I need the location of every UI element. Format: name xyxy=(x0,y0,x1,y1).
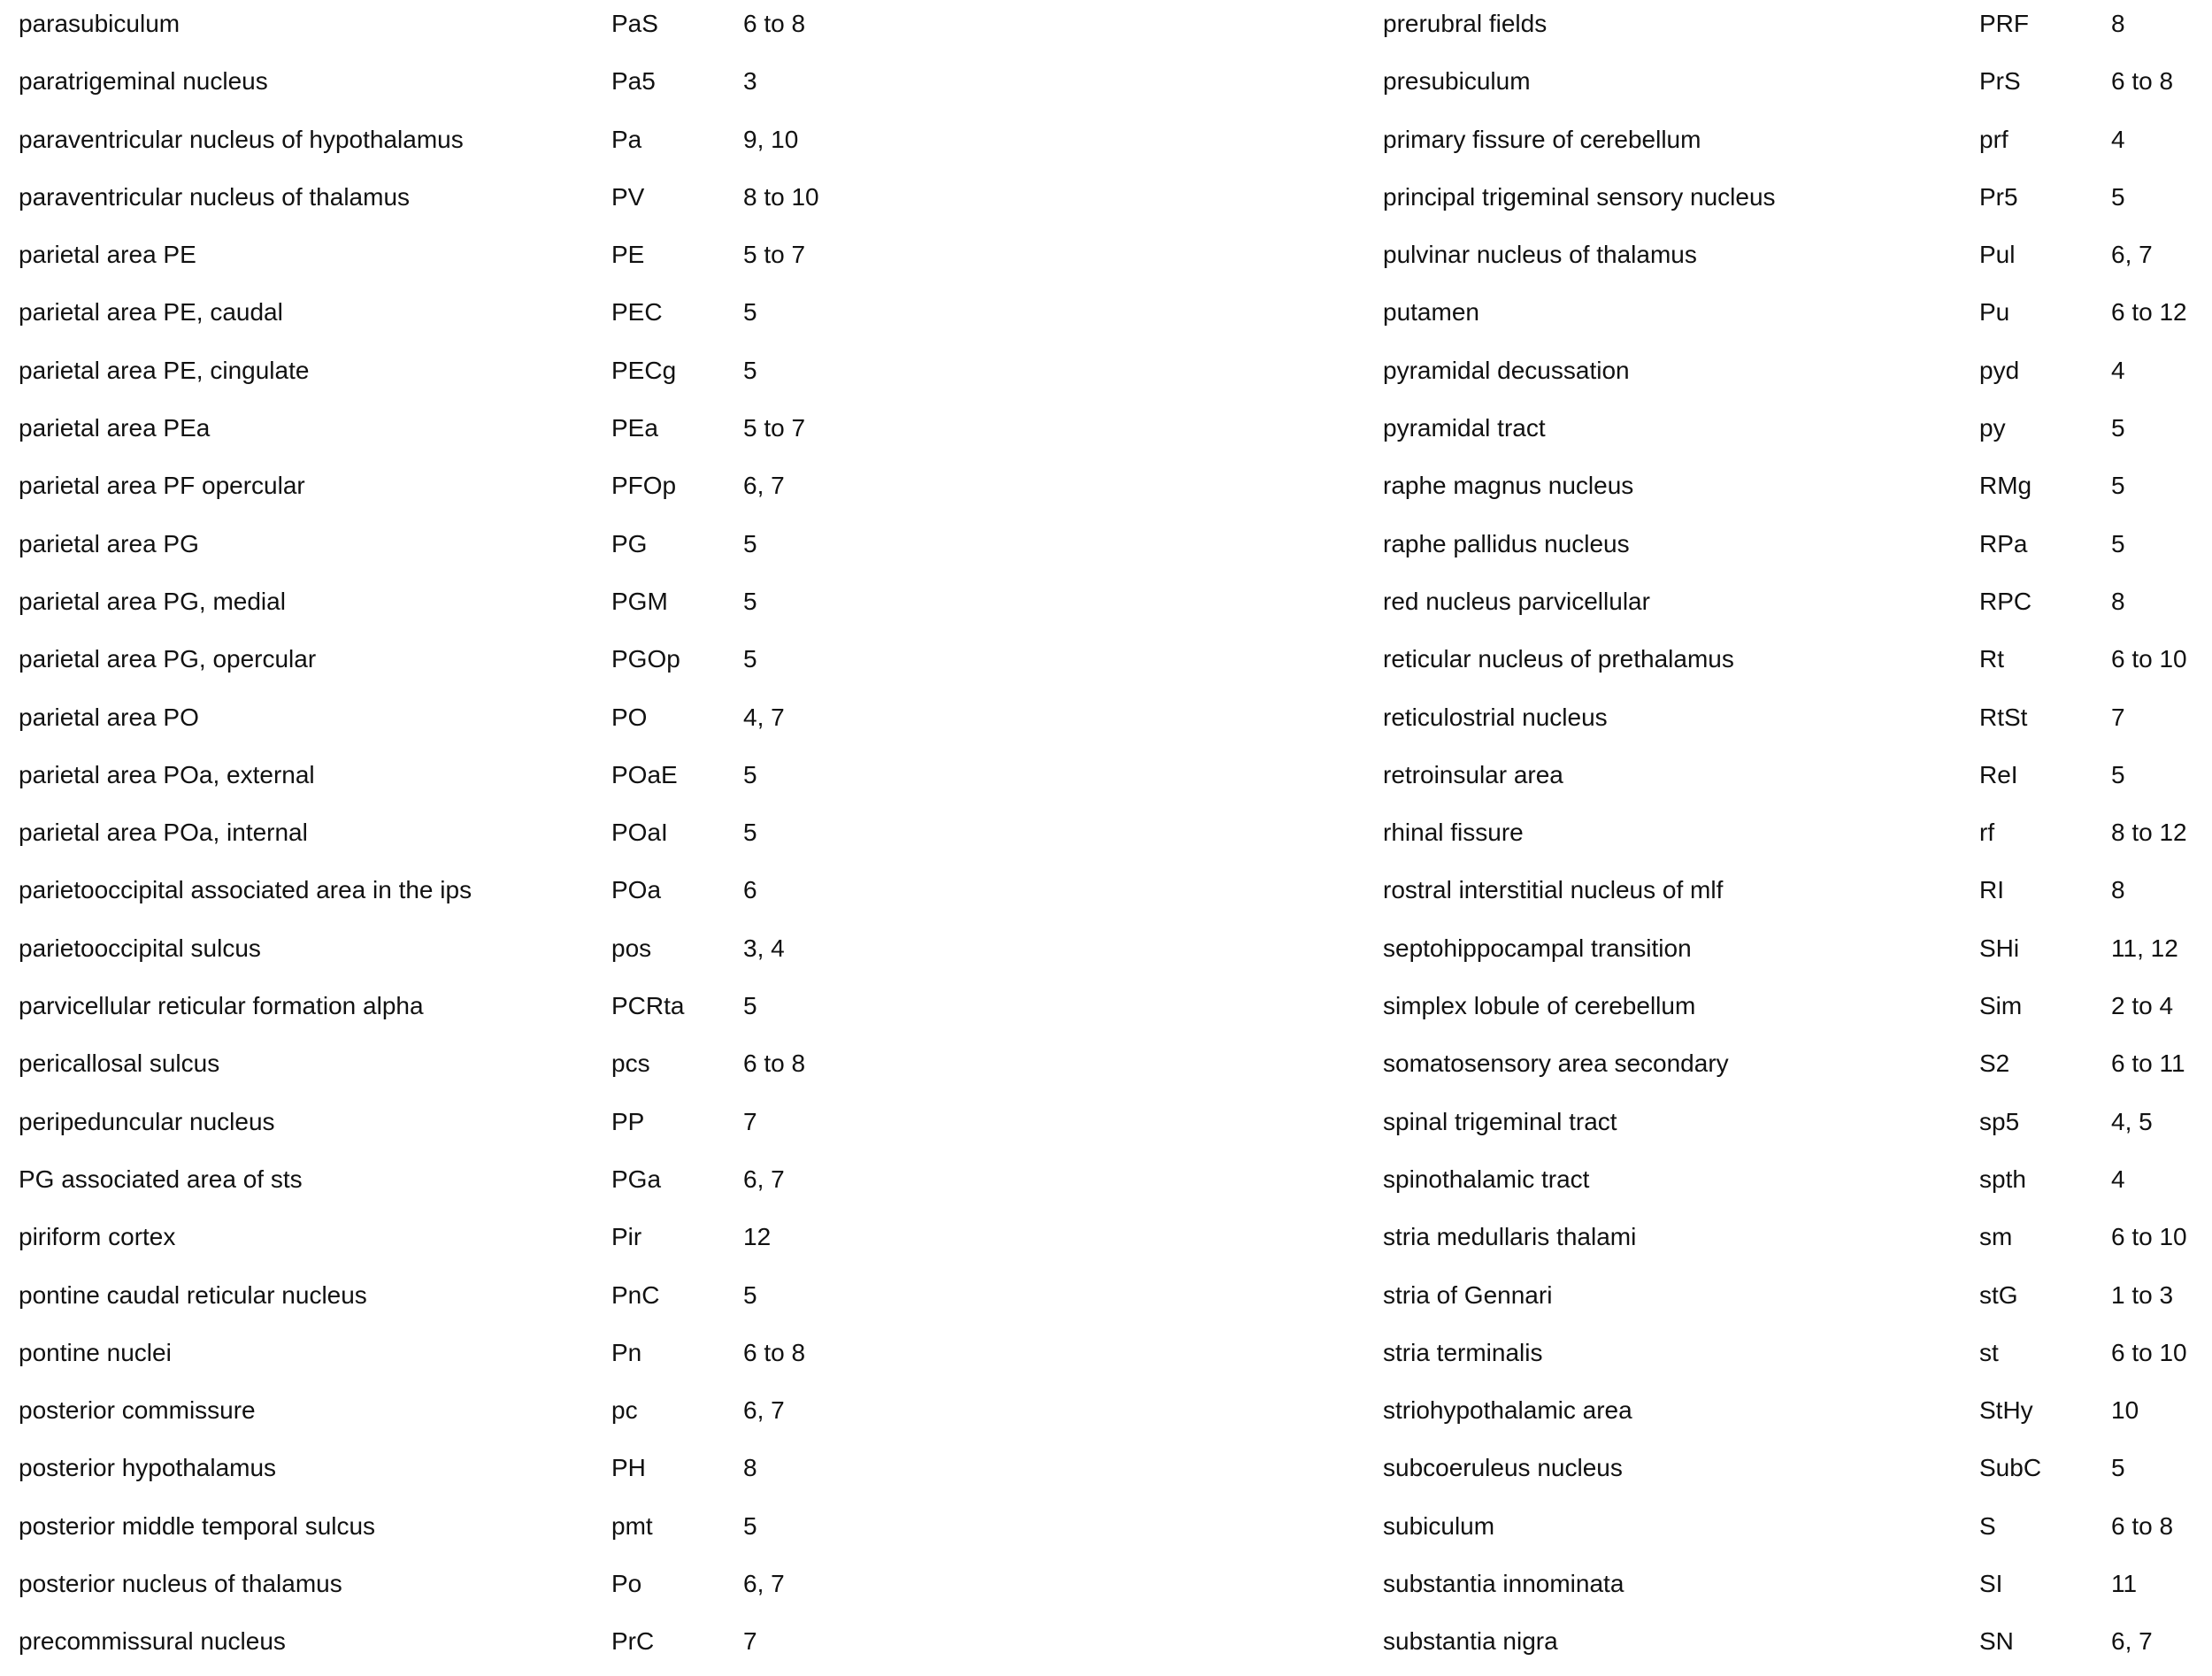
figure-reference: 8 xyxy=(2111,10,2125,37)
table-row xyxy=(0,694,1106,751)
table-row xyxy=(1383,231,2212,288)
structure-name: paraventricular nucleus of hypothalamus xyxy=(19,125,464,153)
figure-reference: 5 xyxy=(743,1280,757,1309)
structure-name: rhinal fissure xyxy=(1383,819,1524,847)
abbreviation: pc xyxy=(611,1396,638,1425)
figure-reference: 5 xyxy=(2111,760,2125,788)
table-row xyxy=(0,231,1106,288)
figure-reference: 5 xyxy=(743,529,757,557)
table-row xyxy=(0,578,1106,635)
figure-reference: 4, 7 xyxy=(743,703,785,731)
figure-reference: 8 xyxy=(2111,587,2125,615)
figure-reference: 5 xyxy=(2111,1454,2125,1482)
figure-reference: 2 to 4 xyxy=(2111,992,2174,1020)
structure-name: primary fissure of cerebellum xyxy=(1383,125,1701,153)
abbreviation: PEa xyxy=(611,414,658,442)
table-row xyxy=(0,173,1106,231)
abbreviation: sp5 xyxy=(1979,1107,2020,1135)
figure-reference: 6, 7 xyxy=(2111,241,2153,269)
figure-reference: 6, 7 xyxy=(743,1570,785,1598)
abbreviation: spth xyxy=(1979,1165,2026,1193)
structure-name: peripeduncular nucleus xyxy=(19,1107,275,1135)
abbreviation: Po xyxy=(611,1570,642,1598)
table-row xyxy=(1383,866,2212,924)
table-row xyxy=(0,1272,1106,1329)
abbreviation: PrC xyxy=(611,1627,655,1656)
abbreviation: pyd xyxy=(1979,356,2020,384)
figure-reference: 6 xyxy=(743,876,757,904)
table-row xyxy=(1383,578,2212,635)
table-row xyxy=(1383,809,2212,866)
structure-name: parietal area PEa xyxy=(19,414,211,442)
table-row xyxy=(1383,751,2212,809)
table-row xyxy=(0,1329,1106,1387)
figure-reference: 5 xyxy=(743,1511,757,1540)
figure-reference: 5 xyxy=(743,992,757,1020)
figure-reference: 5 xyxy=(2111,414,2125,442)
abbreviation: PRF xyxy=(1979,10,2029,37)
abbreviation: PGOp xyxy=(611,645,680,673)
structure-name: raphe magnus nucleus xyxy=(1383,472,1634,500)
figure-reference: 6 to 10 xyxy=(2111,1223,2187,1251)
abbreviation: prf xyxy=(1979,125,2008,153)
structure-name: parietal area PF opercular xyxy=(19,472,305,500)
structure-name: pontine nuclei xyxy=(19,1338,172,1366)
table-row xyxy=(1383,462,2212,519)
structure-name: parietal area PO xyxy=(19,703,199,731)
abbreviation: PECg xyxy=(611,356,677,384)
abbreviation: PV xyxy=(611,182,645,211)
table-row xyxy=(0,520,1106,578)
abbreviation: PO xyxy=(611,703,648,731)
table-row xyxy=(0,1618,1106,1675)
abbreviation: PG xyxy=(611,529,648,557)
table-row xyxy=(1383,1272,2212,1329)
structure-name: raphe pallidus nucleus xyxy=(1383,529,1630,557)
structure-name: subiculum xyxy=(1383,1511,1495,1540)
abbreviation: PEC xyxy=(611,298,663,327)
table-row xyxy=(1383,173,2212,231)
figure-reference: 7 xyxy=(743,1107,757,1135)
table-row xyxy=(0,982,1106,1040)
figure-reference: 7 xyxy=(2111,703,2125,731)
table-row xyxy=(0,635,1106,693)
abbreviation: S xyxy=(1979,1511,1996,1540)
structure-name: parietooccipital sulcus xyxy=(19,934,261,962)
table-row xyxy=(0,809,1106,866)
figure-reference: 5 xyxy=(743,819,757,847)
figure-reference: 5 xyxy=(743,645,757,673)
abbreviation: PCRta xyxy=(611,992,685,1020)
abbreviation: Pn xyxy=(611,1338,642,1366)
table-row xyxy=(1383,1503,2212,1560)
structure-name: pyramidal decussation xyxy=(1383,356,1630,384)
table-row xyxy=(0,1213,1106,1271)
figure-reference: 6 to 11 xyxy=(2111,1049,2185,1078)
structure-name: posterior nucleus of thalamus xyxy=(19,1570,342,1598)
figure-reference: 6 to 10 xyxy=(2111,645,2187,673)
figure-reference: 5 xyxy=(743,298,757,327)
table-row xyxy=(0,1156,1106,1213)
right-column-table xyxy=(1383,0,2212,1676)
table-row xyxy=(1383,1213,2212,1271)
structure-name: posterior middle temporal sulcus xyxy=(19,1511,376,1540)
figure-reference: 5 xyxy=(2111,472,2125,500)
structure-name: pyramidal tract xyxy=(1383,414,1546,442)
structure-name: retroinsular area xyxy=(1383,760,1563,788)
abbreviation: Pa5 xyxy=(611,67,656,96)
figure-reference: 5 to 7 xyxy=(743,414,806,442)
abbreviation: Pr5 xyxy=(1979,182,2018,211)
table-row xyxy=(1383,288,2212,346)
structure-name: prerubral fields xyxy=(1383,10,1548,37)
structure-name: putamen xyxy=(1383,298,1479,327)
table-row xyxy=(0,866,1106,924)
abbreviation: SHi xyxy=(1979,934,2020,962)
abbreviation: rf xyxy=(1979,819,1995,847)
figure-reference: 6, 7 xyxy=(743,1165,785,1193)
abbreviation: StHy xyxy=(1979,1396,2033,1425)
table-row xyxy=(0,1040,1106,1097)
abbreviation: POa xyxy=(611,876,662,904)
structure-name: principal trigeminal sensory nucleus xyxy=(1383,182,1776,211)
table-row xyxy=(0,116,1106,173)
figure-reference: 4 xyxy=(2111,356,2125,384)
abbreviation: Pu xyxy=(1979,298,2010,327)
table-row xyxy=(0,751,1106,809)
structure-name: simplex lobule of cerebellum xyxy=(1383,992,1696,1020)
abbreviation: RPa xyxy=(1979,529,2028,557)
abbreviation: st xyxy=(1979,1338,1999,1366)
table-row xyxy=(1383,116,2212,173)
figure-reference: 8 xyxy=(743,1454,757,1482)
abbreviation: POaE xyxy=(611,760,678,788)
figure-reference: 5 xyxy=(2111,529,2125,557)
figure-reference: 8 xyxy=(2111,876,2125,904)
abbreviation: RtSt xyxy=(1979,703,2028,731)
abbreviation: Pa xyxy=(611,125,642,153)
structure-name: striohypothalamic area xyxy=(1383,1396,1632,1425)
table-row xyxy=(1383,1098,2212,1156)
figure-reference: 5 xyxy=(743,587,757,615)
structure-name: parietal area PE, caudal xyxy=(19,298,283,327)
abbreviation: pmt xyxy=(611,1511,653,1540)
abbreviation: pcs xyxy=(611,1049,650,1078)
abbreviation: Pul xyxy=(1979,241,2016,269)
table-row xyxy=(1383,635,2212,693)
figure-reference: 8 to 10 xyxy=(743,182,819,211)
figure-reference: 6, 7 xyxy=(2111,1627,2153,1656)
table-row xyxy=(0,347,1106,404)
table-row xyxy=(0,1387,1106,1444)
table-row xyxy=(1383,1040,2212,1097)
structure-name: parvicellular reticular formation alpha xyxy=(19,992,424,1020)
structure-name: parietal area PE xyxy=(19,241,196,269)
figure-reference: 12 xyxy=(743,1223,772,1251)
abbreviation: PnC xyxy=(611,1280,660,1309)
figure-reference: 6 to 8 xyxy=(743,10,806,37)
table-row xyxy=(0,58,1106,115)
structure-name: presubiculum xyxy=(1383,67,1531,96)
structure-name: paratrigeminal nucleus xyxy=(19,67,268,96)
figure-reference: 4 xyxy=(2111,1165,2125,1193)
figure-reference: 3, 4 xyxy=(743,934,785,962)
figure-reference: 5 xyxy=(2111,182,2125,211)
table-row xyxy=(1383,1156,2212,1213)
figure-reference: 6 to 12 xyxy=(2111,298,2187,327)
structure-name: pericallosal sulcus xyxy=(19,1049,220,1078)
abbreviation: SN xyxy=(1979,1627,2014,1656)
abbreviation: Pir xyxy=(611,1223,642,1251)
structure-name: parietal area PE, cingulate xyxy=(19,356,310,384)
structure-name: parasubiculum xyxy=(19,10,180,37)
structure-name: piriform cortex xyxy=(19,1223,176,1251)
structure-name: reticular nucleus of prethalamus xyxy=(1383,645,1734,673)
table-row xyxy=(1383,58,2212,115)
structure-name: posterior commissure xyxy=(19,1396,256,1425)
structure-name: somatosensory area secondary xyxy=(1383,1049,1729,1078)
table-row xyxy=(1383,982,2212,1040)
structure-name: spinal trigeminal tract xyxy=(1383,1107,1617,1135)
abbreviation: RI xyxy=(1979,876,2004,904)
abbreviation: RMg xyxy=(1979,472,2032,500)
structure-name: pontine caudal reticular nucleus xyxy=(19,1280,367,1309)
table-row xyxy=(1383,1444,2212,1502)
table-row xyxy=(1383,925,2212,982)
figure-reference: 11 xyxy=(2111,1570,2138,1598)
figure-reference: 6 to 8 xyxy=(2111,1511,2174,1540)
figure-reference: 6, 7 xyxy=(743,472,785,500)
structure-name: stria of Gennari xyxy=(1383,1280,1553,1309)
abbreviation: PGa xyxy=(611,1165,662,1193)
table-row xyxy=(1383,1329,2212,1387)
figure-reference: 5 to 7 xyxy=(743,241,806,269)
abbreviation: PH xyxy=(611,1454,646,1482)
structure-name: precommissural nucleus xyxy=(19,1627,286,1656)
table-row xyxy=(1383,347,2212,404)
figure-reference: 6 to 8 xyxy=(743,1049,806,1078)
figure-reference: 6 to 10 xyxy=(2111,1338,2187,1366)
abbreviation: sm xyxy=(1979,1223,2013,1251)
table-row xyxy=(0,0,1106,58)
table-row xyxy=(1383,1560,2212,1618)
abbreviation: PE xyxy=(611,241,645,269)
table-row xyxy=(0,1444,1106,1502)
abbreviation: pos xyxy=(611,934,652,962)
figure-reference: 6, 7 xyxy=(743,1396,785,1425)
structure-name: parietal area PG, medial xyxy=(19,587,286,615)
figure-reference: 7 xyxy=(743,1627,757,1656)
table-row xyxy=(1383,1387,2212,1444)
structure-name: subcoeruleus nucleus xyxy=(1383,1454,1623,1482)
table-row xyxy=(1383,404,2212,462)
structure-name: parietal area POa, external xyxy=(19,760,315,788)
table-row xyxy=(1383,0,2212,58)
table-row xyxy=(1383,1618,2212,1675)
abbreviation: py xyxy=(1979,414,2006,442)
abbreviation: stG xyxy=(1979,1280,2018,1309)
structure-name: stria terminalis xyxy=(1383,1338,1543,1366)
table-row xyxy=(0,1503,1106,1560)
structure-name: parietal area POa, internal xyxy=(19,819,308,847)
table-row xyxy=(0,1560,1106,1618)
figure-reference: 4, 5 xyxy=(2111,1107,2153,1135)
figure-reference: 6 to 8 xyxy=(743,1338,806,1366)
figure-reference: 1 to 3 xyxy=(2111,1280,2174,1309)
structure-name: stria medullaris thalami xyxy=(1383,1223,1637,1251)
table-row xyxy=(0,1098,1106,1156)
figure-reference: 9, 10 xyxy=(743,125,799,153)
abbreviation: RPC xyxy=(1979,587,2032,615)
structure-name: rostral interstitial nucleus of mlf xyxy=(1383,876,1724,904)
structure-name: posterior hypothalamus xyxy=(19,1454,277,1482)
table-row xyxy=(1383,694,2212,751)
table-row xyxy=(1383,520,2212,578)
structure-name: parietal area PG, opercular xyxy=(19,645,317,673)
structure-name: paraventricular nucleus of thalamus xyxy=(19,182,411,211)
table-row xyxy=(0,462,1106,519)
structure-name: pulvinar nucleus of thalamus xyxy=(1383,241,1697,269)
abbreviation: ReI xyxy=(1979,760,2018,788)
figure-reference: 11, 12 xyxy=(2111,934,2178,962)
abbreviation: SubC xyxy=(1979,1454,2042,1482)
figure-reference: 8 to 12 xyxy=(2111,819,2187,847)
abbreviation: POaI xyxy=(611,819,668,847)
abbreviation: PaS xyxy=(611,10,658,37)
abbreviation: PrS xyxy=(1979,67,2021,96)
abbreviation: S2 xyxy=(1979,1049,2010,1078)
structure-name: PG associated area of sts xyxy=(19,1165,303,1193)
abbreviation: Rt xyxy=(1979,645,2004,673)
table-row xyxy=(0,925,1106,982)
structure-name: reticulostrial nucleus xyxy=(1383,703,1608,731)
table-row xyxy=(0,288,1106,346)
abbreviation: PGM xyxy=(611,587,668,615)
figure-reference: 5 xyxy=(743,356,757,384)
abbreviation: PP xyxy=(611,1107,645,1135)
structure-name: parietal area PG xyxy=(19,529,199,557)
figure-reference: 4 xyxy=(2111,125,2125,153)
structure-name: spinothalamic tract xyxy=(1383,1165,1590,1193)
abbreviation: Sim xyxy=(1979,992,2023,1020)
figure-reference: 5 xyxy=(743,760,757,788)
abbreviation: SI xyxy=(1979,1570,2003,1598)
figure-reference: 6 to 8 xyxy=(2111,67,2174,96)
structure-name: septohippocampal transition xyxy=(1383,934,1692,962)
structure-name: substantia innominata xyxy=(1383,1570,1624,1598)
table-row xyxy=(0,404,1106,462)
figure-reference: 10 xyxy=(2111,1396,2139,1425)
figure-reference: 3 xyxy=(743,67,757,96)
abbreviation: PFOp xyxy=(611,472,677,500)
structure-name: parietooccipital associated area in the ips xyxy=(19,876,472,904)
structure-name: substantia nigra xyxy=(1383,1627,1558,1656)
structure-name: red nucleus parvicellular xyxy=(1383,587,1650,615)
